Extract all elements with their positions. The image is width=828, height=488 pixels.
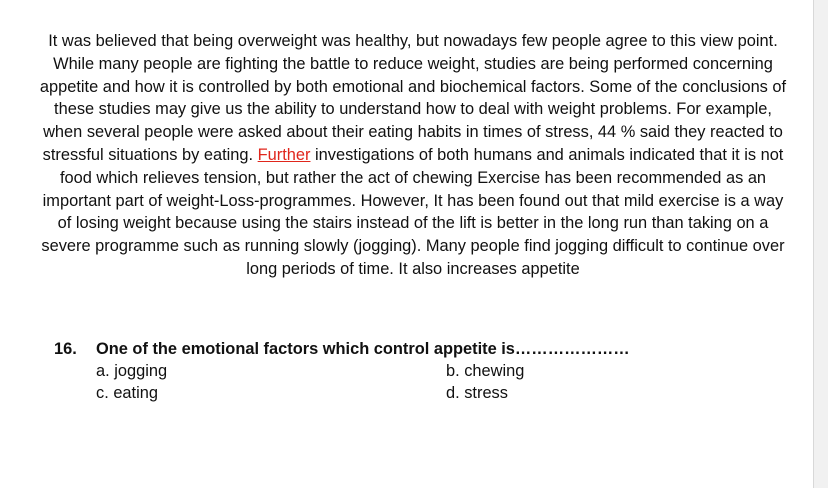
passage-text-part-1: It was believed that being overweight was healthy, but nowadays few people agree to this view point. While many people are fighting the battle to reduce weight, studies are being performed concerning appetite and how it is controlled by both emotional and biochemical factors. Some of the conclusions of these studies may give us the ability to understand how to deal with weight problems. For example, when several people were asked about their eating habits in times of stress, 44 % said they reacted to stressful situations by eating. <box>39 32 787 164</box>
option-d[interactable] <box>446 382 746 404</box>
question-16 <box>54 338 754 404</box>
reading-passage <box>36 30 790 281</box>
option-letter: d. <box>446 384 460 402</box>
option-letter: c. <box>96 384 109 402</box>
option-a[interactable] <box>96 360 446 382</box>
option-b[interactable] <box>446 360 746 382</box>
question-stem <box>54 338 754 360</box>
question-number: 16. <box>54 340 77 358</box>
further-link[interactable]: Further <box>257 145 311 164</box>
option-text: stress <box>464 384 508 402</box>
option-c[interactable] <box>96 382 446 404</box>
option-text: eating <box>113 384 158 402</box>
page-edge-shadow <box>813 0 828 488</box>
option-letter: b. <box>446 362 460 380</box>
passage-text-part-2: investigations of both humans and animals indicated that it is not food which relieves tension, but rather the act of chewing Exercise has been recommended as an important part of weight-Loss-programmes. However, It has been found out that mild exercise is a way of losing weight because using the stairs instead of the lift is better in the long run than taking on a severe programme such as running slowly (jogging). Many people find jogging difficult to continue over long periods of time. It also increases appetite <box>41 145 785 278</box>
option-text: chewing <box>464 362 525 380</box>
answer-options <box>96 360 754 404</box>
option-letter: a. <box>96 362 110 380</box>
question-text: One of the emotional factors which control appetite is………………… <box>96 340 630 358</box>
option-text: jogging <box>114 362 168 380</box>
